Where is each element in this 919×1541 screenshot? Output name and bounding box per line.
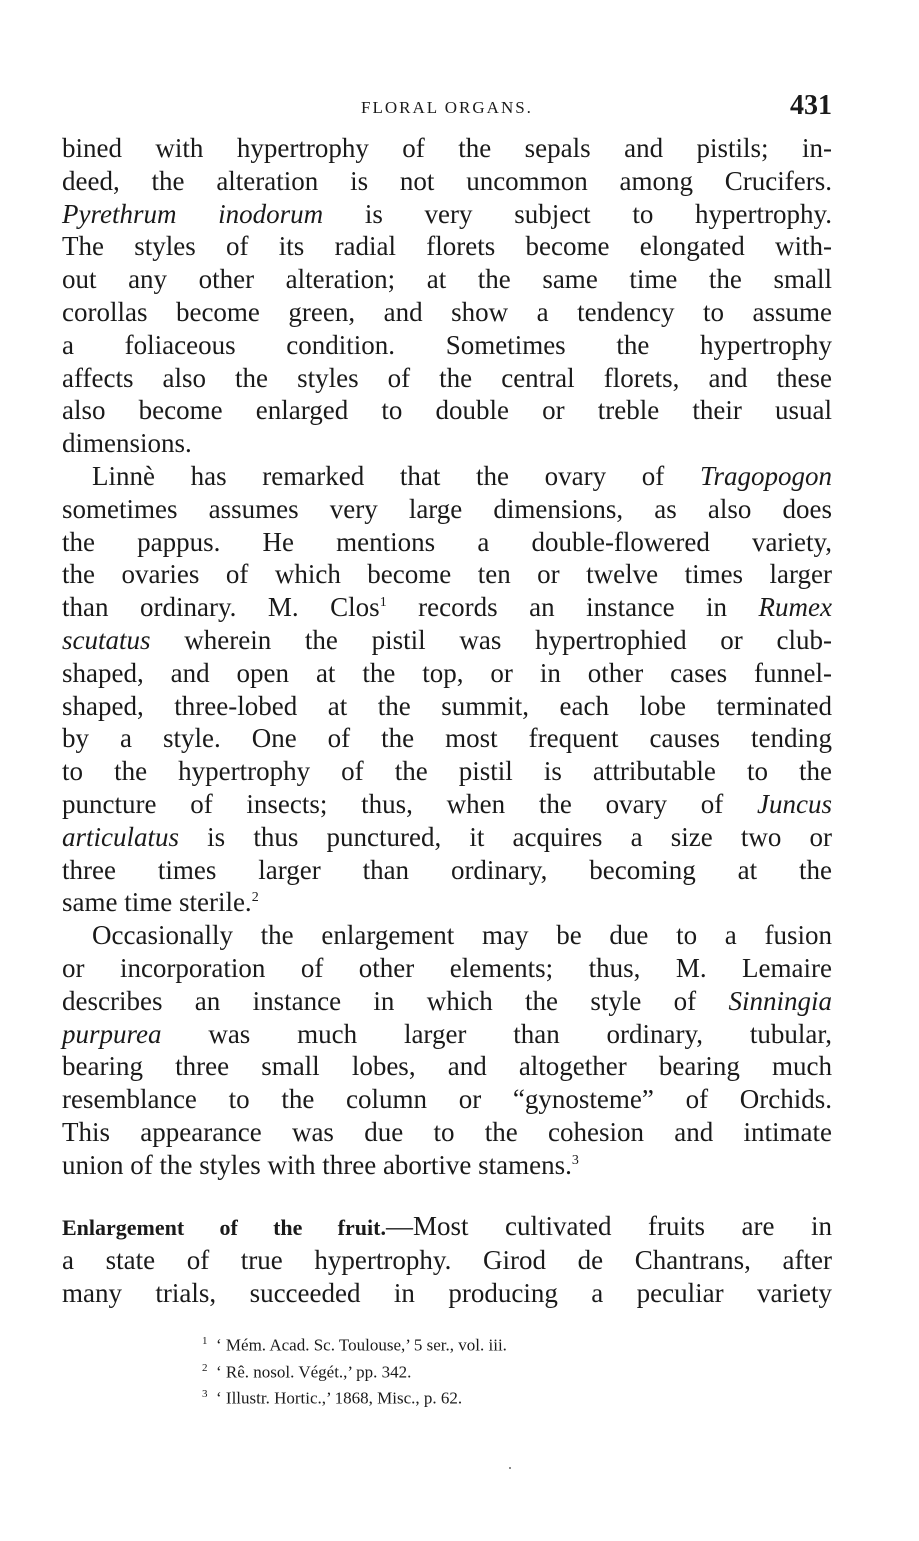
text-line: resemblance to the column or “gynosteme” of Orchids. [62,1084,832,1115]
text-line: bined with hypertrophy of the sepals and pistils; in- [62,133,832,163]
text-segment: describes an instance in which the style of [62,985,729,1016]
text-line: bearing three small lobes, and altogether bearing much [62,1051,832,1082]
text-segment: records an instance in [386,592,759,623]
text-line: sometimes assumes very large dimensions, as also does [62,493,832,524]
text-line: dimensions. [62,428,192,459]
text-line: to the hypertrophy of the pistil is attributable to the [62,756,832,787]
text-segment: was much larger than ordinary, tubular, [161,1018,832,1049]
text-line: three times larger than ordinary, becoming at the [62,854,832,885]
text-line [62,1018,832,1051]
species-name: purpurea [62,1018,162,1049]
page-number: 431 [790,90,832,121]
footnotes [62,1330,832,1410]
text-line: corollas become green, and show a tendency to assume [62,296,832,327]
text-line [62,985,832,1018]
species-name: Rumex [758,592,832,623]
text-line [62,1210,832,1245]
text-line [62,198,832,231]
text-line [62,460,832,493]
text-line: shaped, and open at the top, or in other cases funnel- [62,657,832,688]
footnote-ref: 1 [379,595,387,611]
footnote-ref: 2 [251,890,259,906]
footnote-ref: 3 [571,1152,579,1168]
text-line: affects also the styles of the central florets, and these [62,362,832,393]
footnote-mark: 1 [202,1334,208,1347]
book-page [62,92,832,1410]
footnote-text: ‘ Rê. nosol. Végét.,’ pp. 342. [216,1362,412,1382]
section-heading: Enlargement of the fruit. [62,1214,386,1240]
text-line [62,591,832,624]
paragraph-1 [62,132,832,460]
text-line: This appearance was due to the cohesion and intimate [62,1116,832,1147]
paragraph-3 [62,919,832,1181]
section-enlargement-of-fruit [62,1210,832,1310]
text-line: Occasionally the enlargement may be due to a fusion [92,920,832,951]
text-line: shaped, three-lobed at the summit, each lobe terminated [62,690,832,721]
text-line: also become enlarged to double or treble their usual [62,395,832,426]
text-segment: is thus punctured, it acquires a size two or [179,821,832,852]
text-line: or incorporation of other elements; thus, M. Lemaire [62,952,832,983]
text-segment: wherein the pistil was hypertrophied or club- [150,624,832,655]
text-line: out any other alteration; at the same time the small [62,264,832,295]
paragraph-2 [62,460,832,919]
text-segment: is very subject to hypertrophy. [323,198,832,229]
text-segment: union of the styles with three abortive stamens. [62,1149,572,1180]
species-name: Sinningia [728,985,832,1016]
footnote-mark: 3 [202,1388,208,1401]
footnote-text: ‘ Illustr. Hortic.,’ 1868, Misc., p. 62. [216,1388,463,1408]
text-segment: than ordinary. M. Clos [62,592,380,623]
species-name: Juncus [757,788,832,819]
text-line: the ovaries of which become ten or twelve times larger [62,559,832,590]
text-line: the pappus. He mentions a double-flowered variety, [62,526,832,557]
text-line: a state of true hypertrophy. Girod de Chantrans, after [62,1245,832,1276]
text-line: many trials, succeeded in producing a peculiar variety [62,1278,832,1309]
text-line [62,1149,832,1182]
footnote-mark: 2 [202,1361,208,1374]
text-line: a foliaceous condition. Sometimes the hypertrophy [62,329,832,360]
text-segment: puncture of insects; thus, when the ovary of [62,788,758,819]
species-name: Tragopogon [699,460,832,491]
text-segment: Linnè has remarked that the ovary of [92,460,700,491]
print-speck [509,1467,511,1469]
footnote-2 [202,1357,832,1384]
text-line: by a style. One of the most frequent causes tending [62,723,832,754]
footnote-1 [202,1330,832,1357]
text-line [62,821,832,854]
text-segment: same time sterile. [62,887,252,918]
footnote-text: ‘ Mém. Acad. Sc. Toulouse,’ 5 ser., vol. iii. [216,1335,507,1355]
text-line [62,624,832,657]
text-line [62,886,832,919]
species-name: articulatus [62,821,180,852]
text-line: The styles of its radial florets become elongated with- [62,231,832,262]
running-title: FLORAL ORGANS. [361,98,533,117]
species-name: scutatus [62,624,151,655]
text-segment: —Most cultivated fruits are in [385,1210,832,1241]
text-line [62,788,832,821]
page-header [62,92,832,132]
footnote-3 [202,1383,832,1410]
species-name: Pyrethrum inodorum [62,198,324,229]
text-line: deed, the alteration is not uncommon among Crucifers. [62,165,832,196]
